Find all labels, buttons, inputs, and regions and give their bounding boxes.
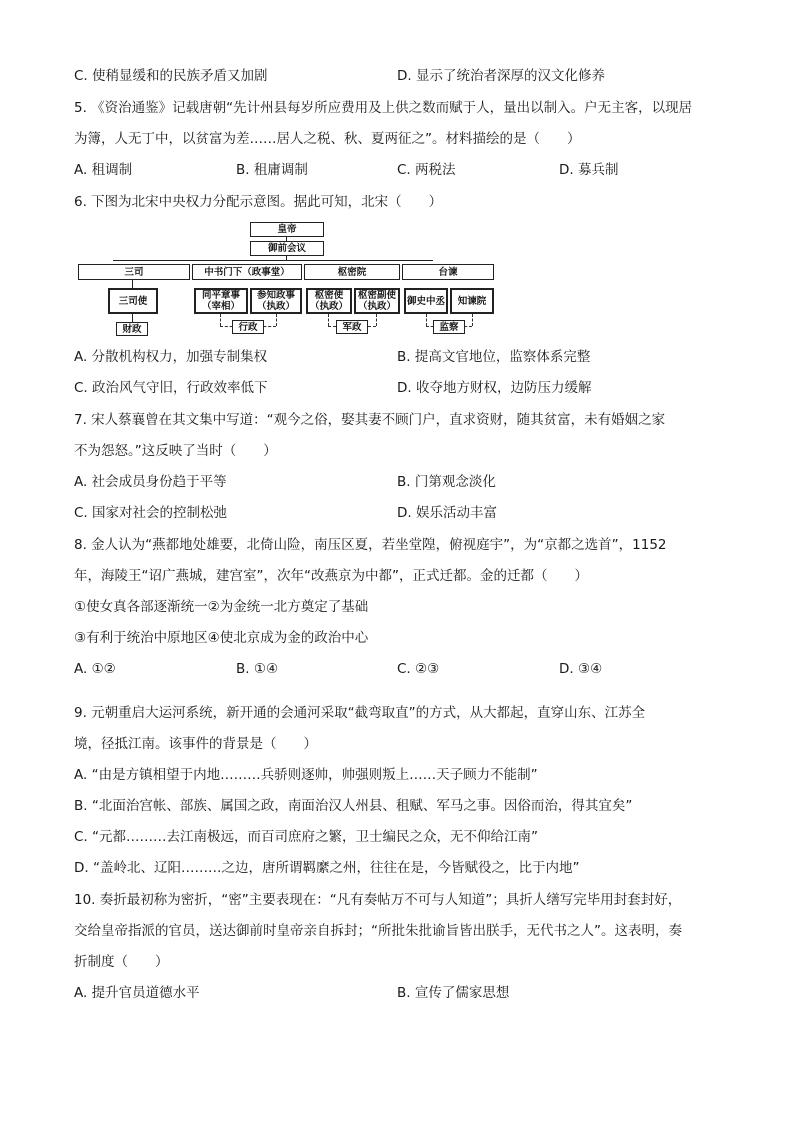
yushi-box: 御史中丞 bbox=[404, 288, 448, 314]
q9-stem-line2: 境，径抵江南。该事件的背景是（ ） bbox=[74, 736, 317, 752]
song-power-diagram bbox=[74, 220, 504, 338]
q8-option-a: A. ①② bbox=[74, 661, 116, 677]
q6-option-d: D. 收夺地方财权，边防压力缓解 bbox=[397, 380, 592, 396]
connector bbox=[132, 314, 133, 322]
q7-stem-line1: 7. 宋人蔡襄曾在其文集中写道：“观今之俗，娶其妻不顾门户，直求资财，随其贫富，未有婚姻之家 bbox=[74, 412, 666, 428]
q6-option-a: A. 分散机构权力，加强专制集权 bbox=[74, 349, 268, 365]
connector bbox=[113, 260, 433, 261]
q5-stem-line1: 5. 《资治通鉴》记载唐朝“先计州县每岁所应费用及上供之数而赋于人，量出以制入。户无主客，以现居 bbox=[74, 100, 693, 116]
q8-option-c: C. ②③ bbox=[397, 661, 440, 677]
shumishi-box: 枢密使（执政） bbox=[306, 288, 352, 314]
junzheng-label: 军政 bbox=[336, 320, 368, 334]
q7-stem-line2: 不为怨怒。”这反映了当时（ ） bbox=[74, 443, 277, 459]
emperor-box: 皇帝 bbox=[250, 222, 324, 237]
connector bbox=[426, 314, 427, 326]
q10-stem-line1: 10. 奏折最初称为密折，“密”主要表现在：“凡有奏帖万不可与人知道”；具折人缮写完毕用封套封好， bbox=[74, 892, 682, 908]
connector bbox=[328, 314, 329, 326]
q9-option-b: B. “北面治宫帐、部族、属国之政，南面治汉人州县、租赋、军马之事。因俗而治，得其宜矣” bbox=[74, 798, 633, 814]
sansi-box: 三司 bbox=[78, 264, 190, 280]
q6-option-c: C. 政治风气守旧，行政效率低下 bbox=[74, 380, 268, 396]
q5-option-d: D. 募兵制 bbox=[559, 162, 619, 178]
zaixiang-box: 同平章事（宰相） bbox=[194, 288, 248, 314]
q9-option-d: D. “盖岭北、辽阳………之边，唐所谓羁縻之州，往往在是，今皆赋役之，比于内地” bbox=[74, 860, 580, 876]
q4-option-d: D. 显示了统治者深厚的汉文化修养 bbox=[397, 68, 605, 84]
q8-stem-line1: 8. 金人认为“燕都地处雄要，北倚山险，南压区夏，若坐堂隍，俯视庭宇”，为“京都之选首”，1152 bbox=[74, 537, 667, 553]
q9-stem-line1: 9. 元朝重启大运河系统，新开通的会通河采取“截弯取直”的方式，从大都起，直穿山东、江苏全 bbox=[74, 705, 646, 721]
council-box: 御前会议 bbox=[250, 241, 324, 256]
q8-option-b: B. ①④ bbox=[236, 661, 279, 677]
q10-stem-line3: 折制度（ ） bbox=[74, 954, 169, 970]
caizheng-label: 财政 bbox=[116, 322, 148, 336]
jiancha-label: 监察 bbox=[433, 320, 465, 334]
q5-option-a: A. 租调制 bbox=[74, 162, 133, 178]
connector bbox=[132, 280, 133, 288]
q5-option-c: C. 两税法 bbox=[397, 162, 456, 178]
q6-stem: 6. 下图为北宋中央权力分配示意图。据此可知，北宋（ ） bbox=[74, 194, 443, 210]
connector bbox=[220, 314, 221, 326]
q5-option-b: B. 租庸调制 bbox=[236, 162, 308, 178]
q8-stem-line2: 年，海陵王“诏广燕城，建宫室”，次年“改燕京为中都”，正式迁都。金的迁都（ ） bbox=[74, 568, 588, 584]
shumi-box: 枢密院 bbox=[304, 264, 400, 280]
q9-option-c: C. “元都………去江南极远，而百司庶府之繁，卫士编民之众，无不仰给江南” bbox=[74, 829, 538, 845]
q8-statement-1-2: ①使女真各部逐渐统一②为金统一北方奠定了基础 bbox=[74, 599, 369, 615]
canzhi-box: 参知政事（执政） bbox=[250, 288, 302, 314]
q7-option-a: A. 社会成员身份趋于平等 bbox=[74, 474, 227, 490]
sansishi-box: 三司使 bbox=[108, 288, 158, 314]
zhijian-box: 知谏院 bbox=[450, 288, 494, 314]
shumifu-box: 枢密副使（执政） bbox=[354, 288, 400, 314]
q9-option-a: A. “由是方镇相望于内地………兵骄则逐帅，帅强则叛上……天子顾力不能制” bbox=[74, 767, 538, 783]
connector bbox=[376, 314, 377, 326]
connector bbox=[276, 314, 277, 326]
connector bbox=[472, 314, 473, 326]
q7-option-b: B. 门第观念淡化 bbox=[397, 474, 496, 490]
zhongshu-box: 中书门下（政事堂） bbox=[192, 264, 302, 280]
q10-option-b: B. 宣传了儒家思想 bbox=[397, 985, 510, 1001]
taijian-box: 台谏 bbox=[402, 264, 494, 280]
q5-stem-line2: 为簿，人无丁中，以贫富为差……居人之税、秋、夏两征之”。材料描绘的是（ ） bbox=[74, 131, 581, 147]
q8-statement-3-4: ③有利于统治中原地区④使北京成为金的政治中心 bbox=[74, 630, 369, 646]
q4-option-c: C. 使稍显缓和的民族矛盾又加剧 bbox=[74, 68, 268, 84]
q10-stem-line2: 交给皇帝指派的官员，送达御前时皇帝亲自拆封；“所批朱批谕旨皆出朕手，无代书之人”。这表明，奏 bbox=[74, 923, 682, 939]
xingzheng-label: 行政 bbox=[232, 320, 264, 334]
q10-option-a: A. 提升官员道德水平 bbox=[74, 985, 200, 1001]
q7-option-d: D. 娱乐活动丰富 bbox=[397, 505, 497, 521]
q8-option-d: D. ③④ bbox=[559, 661, 603, 677]
q7-option-c: C. 国家对社会的控制松弛 bbox=[74, 505, 228, 521]
q6-option-b: B. 提高文官地位，监察体系完整 bbox=[397, 349, 591, 365]
